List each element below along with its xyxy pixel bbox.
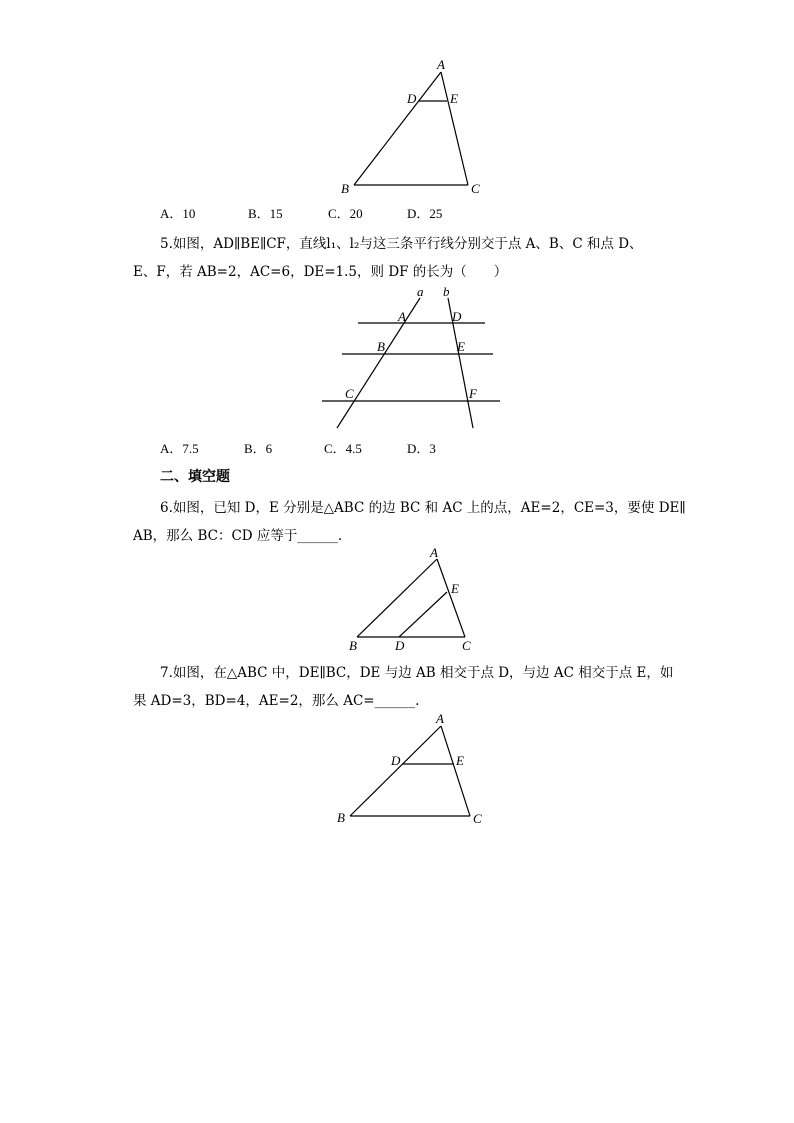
q6-line-1: 6.如图，已知 D，E 分别是△ABC 的边 BC 和 AC 上的点，AE=2，CE=3，要使 DE∥	[160, 500, 686, 516]
label-a: A	[436, 711, 444, 726]
label-e: E	[451, 581, 459, 596]
q5-option-a[interactable]: A．7.5	[160, 441, 199, 456]
label-d: D	[452, 309, 462, 324]
label-b: B	[337, 810, 345, 825]
q4-option-b[interactable]: B．15	[248, 206, 283, 221]
label-e: E	[456, 753, 464, 768]
label-a: A	[430, 545, 438, 560]
label-b: B	[349, 638, 357, 653]
q5-line-1: 5.如图，AD∥BE∥CF，直线l₁、l₂与这三条平行线分别交于点 A、B、C 和点 D、	[160, 236, 643, 252]
label-d: D	[391, 753, 401, 768]
label-c: C	[345, 386, 354, 401]
label-e: E	[457, 339, 465, 354]
label-b: B	[341, 181, 349, 196]
q5-line-2: E、F，若 AB=2，AC=6，DE=1.5，则 DF 的长为（ ）	[133, 264, 508, 280]
q7-line-1: 7.如图，在△ABC 中，DE∥BC，DE 与边 AB 相交于点 D，与边 AC 相交于点 E，如	[160, 665, 674, 681]
q4-option-d[interactable]: D．25	[407, 206, 443, 221]
q7-line-2: 果 AD=3，BD=4，AE=2，那么 AC=______.	[133, 693, 420, 709]
label-line-b: b	[443, 284, 450, 299]
q6-line-2: AB，那么 BC：CD 应等于______.	[133, 528, 343, 544]
q5-option-d[interactable]: D．3	[407, 441, 436, 456]
label-d: D	[395, 638, 405, 653]
label-e: E	[450, 91, 458, 106]
label-line-a: a	[417, 284, 424, 299]
label-c: C	[462, 638, 471, 653]
label-a: A	[437, 57, 445, 72]
section-title: 二、填空题	[160, 469, 230, 485]
label-f: F	[469, 386, 477, 401]
label-d: D	[407, 91, 417, 106]
label-a: A	[398, 309, 406, 324]
q5-option-b[interactable]: B．6	[244, 441, 273, 456]
q5-option-c[interactable]: C．4.5	[324, 441, 362, 456]
label-b: B	[377, 339, 385, 354]
q4-option-a[interactable]: A．10	[160, 206, 196, 221]
segment-ab	[350, 726, 441, 816]
segment-ac	[441, 726, 470, 816]
q4-option-c[interactable]: C．20	[328, 206, 363, 221]
label-c: C	[471, 181, 480, 196]
label-c: C	[473, 811, 482, 826]
